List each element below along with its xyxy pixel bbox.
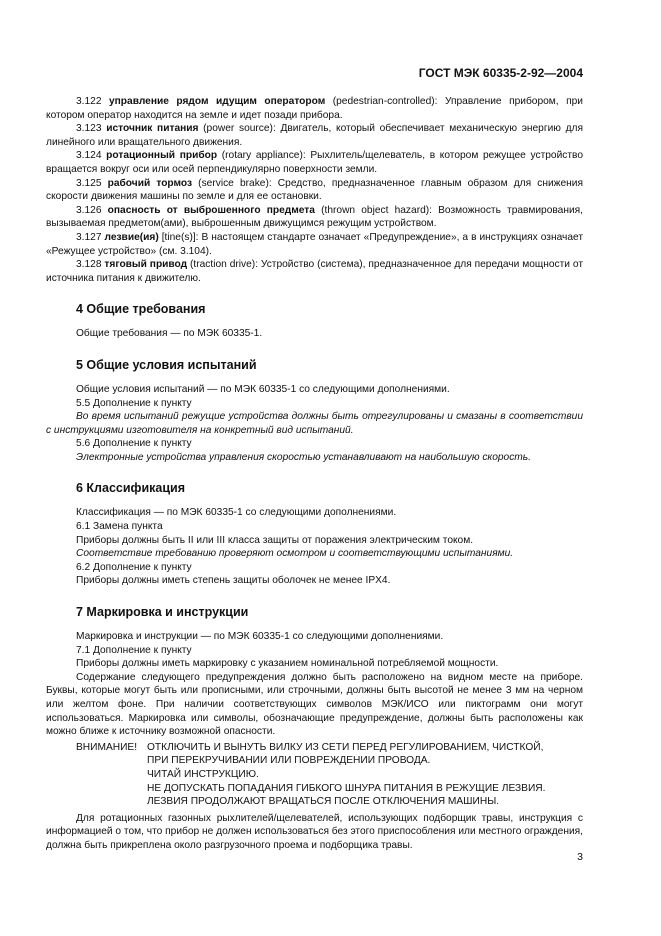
definition-3-122 (46, 95, 583, 122)
section-7-heading: 7 Маркировка и инструкции (76, 605, 249, 620)
defined-term: ротационный прибор (106, 150, 218, 162)
clause-6-2-title: 6.2 Дополнение к пункту (76, 561, 192, 573)
definition-text: (thrown object hazard): Возможность травмирования, вызываемая предметом(ами), выброшенным движущимся режущим устройством. (46, 204, 583, 230)
definition-text: (rotary appliance): Рыхлитель/щелеватель, в котором режущее устройство вращается вокруг оси или осей перпендикулярно поверхности земли. (46, 150, 583, 175)
page-content (46, 95, 583, 853)
clause-5-6-text: Электронные устройства управления скоростью устанавливают на наибольшую скорость. (76, 451, 531, 463)
definition-text: (power source): Двигатель, который обеспечивает механическую энергию для линейного или вращательного движения. (46, 123, 583, 148)
rotary-instructions-text: Для ротационных газонных рыхлителей/щелевателей, использующих подборщик травы, инструкция с информацией о том, что прибор не должен использоваться без этого приспособления или местного ограждения, должна быть прикреплена около разгрузочного проема и подборщика травы. (46, 812, 583, 851)
defined-term: рабочий тормоз (107, 177, 193, 189)
clause-7-1-text: Приборы должны иметь маркировку с указанием номинальной потребляемой мощности. (76, 658, 499, 670)
defined-term: управление рядом идущим оператором (108, 96, 326, 107)
defined-term: лезвие(ия) (104, 231, 159, 243)
warning-requirements-text: Содержание следующего предупреждения должно быть расположено на видном месте на приборе. Буквы, которые могут быть или прописными, или строчными, должны быть высотой не менее 3 мм на черном или желтом фоне. При наличии соответствующих символов МЭК/ИСО или пиктограмм они могут использоваться. Маркировка или символы, обозначающие предупреждение, должны быть расположены как можно ближе к источнику возможной опасности. (46, 671, 583, 738)
clause-5-6-title: 5.6 Дополнение к пункту (76, 438, 192, 450)
clause-6-1-compliance: Соответствие требованию проверяют осмотром и соответствующими испытаниями. (76, 548, 514, 560)
definition-text: (traction drive): Устройство (система), предназначенное для передачи мощности от источника питания к движителю. (46, 259, 583, 284)
definition-text: [tine(s)]: В настоящем стандарте означает «Предупреждение», а в инструкциях означает «Режущее устройство» (см. 3.104). (46, 231, 583, 257)
clause-number: 3.123 (76, 123, 102, 135)
clause-number: 3.128 (76, 259, 102, 271)
section-6-intro: Классификация — по МЭК 60335-1 со следующими дополнениями. (76, 507, 397, 519)
warning-label: ВНИМАНИЕ! (76, 741, 138, 753)
clause-number: 3.124 (76, 150, 102, 162)
section-4-heading: 4 Общие требования (76, 302, 206, 317)
definition-3-127 (46, 231, 583, 258)
definition-3-125 (46, 177, 583, 204)
clause-number: 3.122 (76, 96, 102, 107)
definition-3-126 (46, 204, 583, 231)
clause-6-1-text: Приборы должны быть II или III класса защиты от поражения электрическим током. (76, 534, 474, 546)
standard-header: ГОСТ МЭК 60335-2-92—2004 (418, 66, 583, 80)
section-5-heading: 5 Общие условия испытаний (76, 357, 257, 372)
section-4-text: Общие требования — по МЭК 60335-1. (76, 328, 263, 340)
definition-text: (service brake): Средство, предназначенное главным образом для снижения скорости движения машины по земле и для ее остановки. (46, 177, 583, 203)
definitions-list (46, 95, 583, 285)
page-number: 3 (577, 851, 583, 863)
warning-line: НЕ ДОПУСКАТЬ ПОПАДАНИЯ ГИБКОГО ШНУРА ПИТАНИЯ В РЕЖУЩИЕ ЛЕЗВИЯ. (147, 782, 546, 794)
section-5-intro: Общие условия испытаний — по МЭК 60335-1 со следующими дополнениями. (76, 383, 450, 395)
warning-block (46, 741, 583, 809)
warning-first-row (76, 741, 583, 755)
section-7-intro: Маркировка и инструкции — по МЭК 60335-1 со следующими дополнениями. (76, 631, 444, 643)
definition-3-123 (46, 122, 583, 149)
definition-3-128 (46, 258, 583, 285)
section-6-heading: 6 Классификация (76, 481, 186, 496)
clause-5-5-text: Во время испытаний режущие устройства должны быть отрегулированы и смазаны в соответствии с инструкциями изготовителя на конкретный вид испытаний. (46, 411, 583, 436)
warning-line: ОТКЛЮЧИТЬ И ВЫНУТЬ ВИЛКУ ИЗ СЕТИ ПЕРЕД РЕГУЛИРОВАНИЕМ, ЧИСТКОЙ, (147, 741, 544, 753)
clause-number: 3.126 (76, 204, 102, 216)
clause-6-1-title: 6.1 Замена пункта (76, 521, 163, 533)
clause-7-1-title: 7.1 Дополнение к пункту (76, 644, 192, 656)
defined-term: тяговый привод (104, 259, 188, 271)
defined-term: источник питания (106, 123, 199, 135)
definition-3-124 (46, 149, 583, 176)
clause-number: 3.127 (76, 231, 102, 243)
clause-number: 3.125 (76, 177, 102, 189)
defined-term: опасность от выброшенного предмета (107, 204, 315, 216)
warning-line: ПРИ ПЕРЕКРУЧИВАНИИ ИЛИ ПОВРЕЖДЕНИИ ПРОВОДА. (147, 755, 431, 767)
warning-line: ЧИТАЙ ИНСТРУКЦИЮ. (147, 768, 259, 780)
warning-line: ЛЕЗВИЯ ПРОДОЛЖАЮТ ВРАЩАТЬСЯ ПОСЛЕ ОТКЛЮЧЕНИЯ МАШИНЫ. (147, 796, 500, 808)
definition-text: (pedestrian-controlled): Управление прибором, при котором оператор находится на земле и идет позади прибора. (46, 96, 583, 121)
clause-6-2-text: Приборы должны иметь степень защиты оболочек не менее IPX4. (76, 575, 391, 587)
clause-5-5-title: 5.5 Дополнение к пункту (76, 397, 192, 409)
